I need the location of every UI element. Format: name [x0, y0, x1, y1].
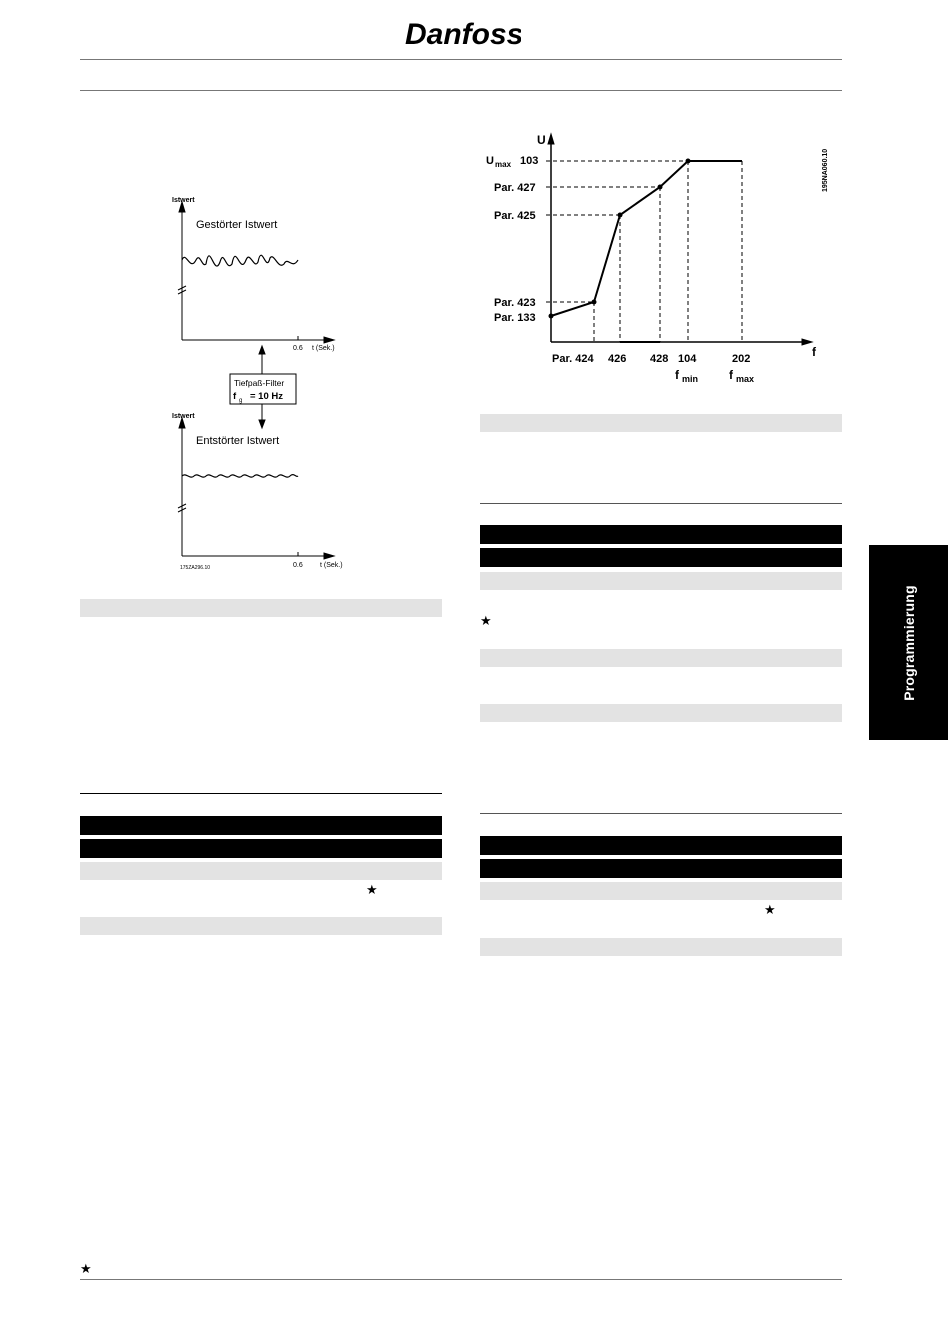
- ramp-series: [549, 159, 743, 319]
- right-setting-bar: [480, 572, 842, 590]
- umax-sub: max: [495, 160, 512, 169]
- ytick-133: Par. 133: [494, 312, 536, 324]
- bottom-x-label: t (Sek.): [320, 562, 343, 569]
- ramp-point: [618, 213, 623, 218]
- bottom-y-label: Istwert: [172, 413, 195, 420]
- fmax-symbol: f: [729, 368, 733, 382]
- left-setting-bar: [80, 862, 442, 880]
- bottom-tick: 0.6: [293, 562, 303, 569]
- ramp-y-label: U: [537, 133, 546, 147]
- ytick-427: Par. 427: [494, 182, 536, 194]
- ramp-point: [592, 300, 597, 305]
- bottom-title: Entstörter Istwert: [196, 435, 280, 447]
- xtick-202: 202: [732, 353, 751, 365]
- ramp-figure-id: 195NA060.10: [822, 148, 829, 192]
- right-caption-bar: [480, 414, 842, 432]
- side-tab-label: Programmierung: [900, 584, 917, 701]
- top-y-label: Istwert: [172, 197, 195, 204]
- filtered-signal: [182, 475, 298, 478]
- umax-value: 103: [520, 155, 539, 167]
- filter-fg-symbol: f: [233, 391, 237, 402]
- top-tick: 0.6: [293, 345, 303, 352]
- top-x-label: t (Sek.): [312, 345, 335, 352]
- arrow-up: [259, 346, 265, 354]
- header-rule-bottom: [80, 90, 842, 91]
- fmax-sub: max: [736, 374, 755, 384]
- fmin-symbol: f: [675, 368, 679, 382]
- filter-line1: Tiefpaß-Filter: [234, 378, 285, 388]
- side-tab: [869, 545, 948, 740]
- header-rule-top: [80, 59, 842, 60]
- arrow-down: [259, 420, 265, 428]
- ramp-point: [658, 185, 663, 190]
- right-default-star-icon-2: ★: [764, 902, 776, 917]
- noisy-signal: [182, 255, 298, 266]
- filter-figure-id: 175ZA296.10: [180, 565, 211, 571]
- left-function-bar: [80, 917, 442, 935]
- left-section-rule: [80, 793, 442, 794]
- left-caption-bar: [80, 599, 442, 617]
- top-x-arrow: [324, 337, 334, 343]
- umax-symbol: U: [486, 155, 494, 167]
- ytick-423: Par. 423: [494, 297, 536, 309]
- ytick-425: Par. 425: [494, 210, 536, 222]
- right-section-rule-2: [480, 813, 842, 814]
- xtick-424: Par. 424: [552, 353, 594, 365]
- danfoss-logo: [403, 12, 521, 59]
- filter-fg-value: = 10 Hz: [250, 391, 284, 402]
- left-default-star-icon: ★: [366, 882, 378, 897]
- brand-text: Danfoss: [405, 18, 521, 51]
- footer-rule: [80, 1279, 842, 1280]
- right-default-star-icon: ★: [480, 613, 492, 628]
- ramp-x-label: f: [812, 345, 816, 359]
- right-param-header-1: [480, 525, 842, 544]
- ramp-figure: [480, 128, 830, 390]
- right-function-bar: [480, 649, 842, 667]
- right-param-header-2: [480, 548, 842, 567]
- filter-figure: [160, 190, 380, 580]
- filter-fg-sub: g: [239, 398, 243, 404]
- xtick-104: 104: [678, 353, 697, 365]
- ramp-guides: [546, 161, 742, 342]
- ramp-point: [549, 314, 554, 319]
- right-section-rule-1: [480, 503, 842, 504]
- right-param-header-4: [480, 859, 842, 878]
- left-param-header-2: [80, 839, 442, 858]
- right-param-header-3: [480, 836, 842, 855]
- ramp-line: [551, 161, 742, 316]
- fmin-sub: min: [682, 374, 699, 384]
- top-title: Gestörter Istwert: [196, 219, 278, 231]
- right-function-bar-2: [480, 938, 842, 956]
- xtick-428: 428: [650, 353, 669, 365]
- left-param-header-1: [80, 816, 442, 835]
- right-description-bar: [480, 704, 842, 722]
- right-setting-bar-2: [480, 882, 842, 900]
- ramp-point: [686, 159, 691, 164]
- footer-star-icon: ★: [80, 1261, 92, 1276]
- xtick-426: 426: [608, 353, 627, 365]
